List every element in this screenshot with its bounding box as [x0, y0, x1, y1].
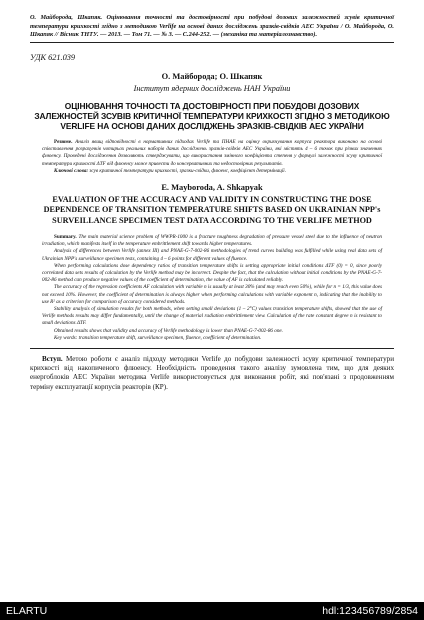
abstract-ua-label: Резюме.: [54, 139, 73, 146]
keywords-ua-text: зсув критичної температури крихкості, зразки-свідки, флюенс, коефіцієнт детермінації.: [89, 167, 287, 174]
abstract-en-paragraph: The main material science problem of WWPR-1000 is a fracture toughness degradation of pressure vessel steel due to the influence of neutron irradiation, which manifests itself in the temperature embrittlement shift towards higher temperatures.: [42, 233, 382, 248]
abstract-en-paragraph: Obtained results shows that validity and accuracy of Verlife methodology is lower than PNAE-G-7-002-86 one.: [54, 327, 283, 334]
affiliation-ua: Інститут ядерних досліджень НАН України: [133, 83, 291, 93]
citation-divider: [30, 42, 394, 43]
intro-paragraph: [30, 355, 394, 392]
repository-name: ELARTU: [6, 605, 48, 617]
title-ua: ОЦІНЮВАННЯ ТОЧНОСТІ ТА ДОСТОВІРНОСТІ ПРИ ПОБУДОВІ ДОЗОВИХ ЗАЛЕЖНОСТЕЙ ЗСУВІВ КРИТИЧНОЇ ТЕМПЕРАТУРИ КРИХКОСТІ ЗГІДНО З МЕТОДИКОЮ VERLIFE НА ОСНОВІ ДАНИХ ДОСЛІДЖЕНЬ ЗРАЗКІВ-СВІДКІВ АЕС УКРАЇНИ: [34, 100, 390, 131]
handle-id: hdl:123456789/2854: [322, 605, 418, 617]
abstract-en-paragraph: When performing calculations dose dependency ratios of transition temperature shifts is setting appropriate initial conditions ΔTF (0) = 0, since poorly correlated data sets results of calculation by the Verlife method may be incorrect. Despite the fact, that the calculation without initial conditions by the PNAE-G-7-002-86 method can produce negative values of the coefficient of determination, the value of AF is calculated reliably.: [42, 262, 382, 284]
keywords-ua: [30, 168, 394, 175]
section-divider: [30, 348, 394, 349]
abstract-en-label: Summary.: [54, 233, 77, 240]
keywords-en: [30, 335, 394, 342]
abstract-ua-text: Аналіз явищ відповідності в нормативних підходах Verlife та ПНАЕ на оцінку окрихчування корпуса реактора виконано на основі співставлення розрахунків чотирьох реальних наборів даних досліджень зразків-свідків АЕС України, які містять 4 – 6 точок при різних значеннях флюенсу. Проведені дослідження дозволяють стверджувати, що використання змінного коефіцієнта степеня у формулі залежності зсуву критичної температури крихкості ΔTF від флюенсу може привести до консервативних та недостовірних результатів.: [42, 139, 382, 167]
title-en: EVALUATION OF THE ACCURACY AND VALIDITY IN CONSTRUCTING THE DOSE DEPENDENCE OF TRANSITION TEMPERATURE SHIFTS BASED ON UKRAINIAN NPP's SURVEILLANCE SPECIMEN TEST DATA ACCORDING TO THE VERLIFE METHOD: [43, 195, 381, 225]
keywords-en-text: transition temperature shift, surveillance specimen, fluence, coefficient of determination.: [78, 334, 262, 341]
authors-en: E. Mayboroda, A. Shkapyak: [161, 183, 263, 193]
abstract-en-paragraph: Analysis of differences between Verlife (annex III) and PNAE-G-7-002-86 methodologies of trend curves building was fulfilled while using real data sets of Ukrainian NPP's surveillance specimen tests, containing 4 – 6 points for different values of fluence.: [42, 248, 382, 262]
abstract-en-paragraph: Stability analysis of simulation results for both methods, when setting small deviations (1 – 2°C) values transition temperature shifts, showed that the use of Verlife methods results may differ fundamentally, until the change of material radiation embrittlement view. Calculation of the rate constant degree n is resistant to small deviations ΔTF.: [42, 306, 382, 327]
abstract-en: [30, 234, 394, 335]
abstract-en-paragraph: The accuracy of the regression coefficients AF calculation with variable n is usually at least 30% (and may reach even 50%), while for n = 1/3, this value does not exceed 10%. However, the coefficient of determination is always higher when performing calculations with variable exponent n, indicating that the inability to use R² as a criterion for comparison of accuracy considered methods.: [42, 284, 382, 305]
authors-ua: О. Майборода; О. Шкапяк: [161, 71, 263, 81]
citation: О. Майборода, Шкапяк. Оцінювання точності та достовірності при побудові дозових залежностей зсувів критичної температури крихкості згідно з методикою Verlife на основі даних досліджень зразків-свідків АЕС України / О. Майборода, О. Шкапяк // Вісник ТНТУ. — 2013. — Том 71. — № 3. — С.244-252. — (механіка та матеріалознавство).: [30, 14, 394, 39]
repository-footer: [0, 602, 424, 620]
intro-label: Вступ.: [42, 355, 63, 364]
keywords-ua-label: Ключові слова:: [54, 167, 89, 174]
intro-text: Метою роботи є аналіз підходу методики Verlife до побудови залежності зсуву критичної температури крихкості від накопиченого флюенсу. Необхідність проведення такого аналізу зумовлена тим, що для деяких енергоблоків АЕС України методика Verlife використовується для виконання робіт, які пов'язані з продовженням терміну експлуатації корпусів реакторів (КР).: [30, 355, 394, 391]
keywords-en-label: Key words:: [54, 334, 78, 341]
abstract-ua: [30, 139, 394, 168]
udk-code: УДК 621.039: [30, 52, 76, 62]
